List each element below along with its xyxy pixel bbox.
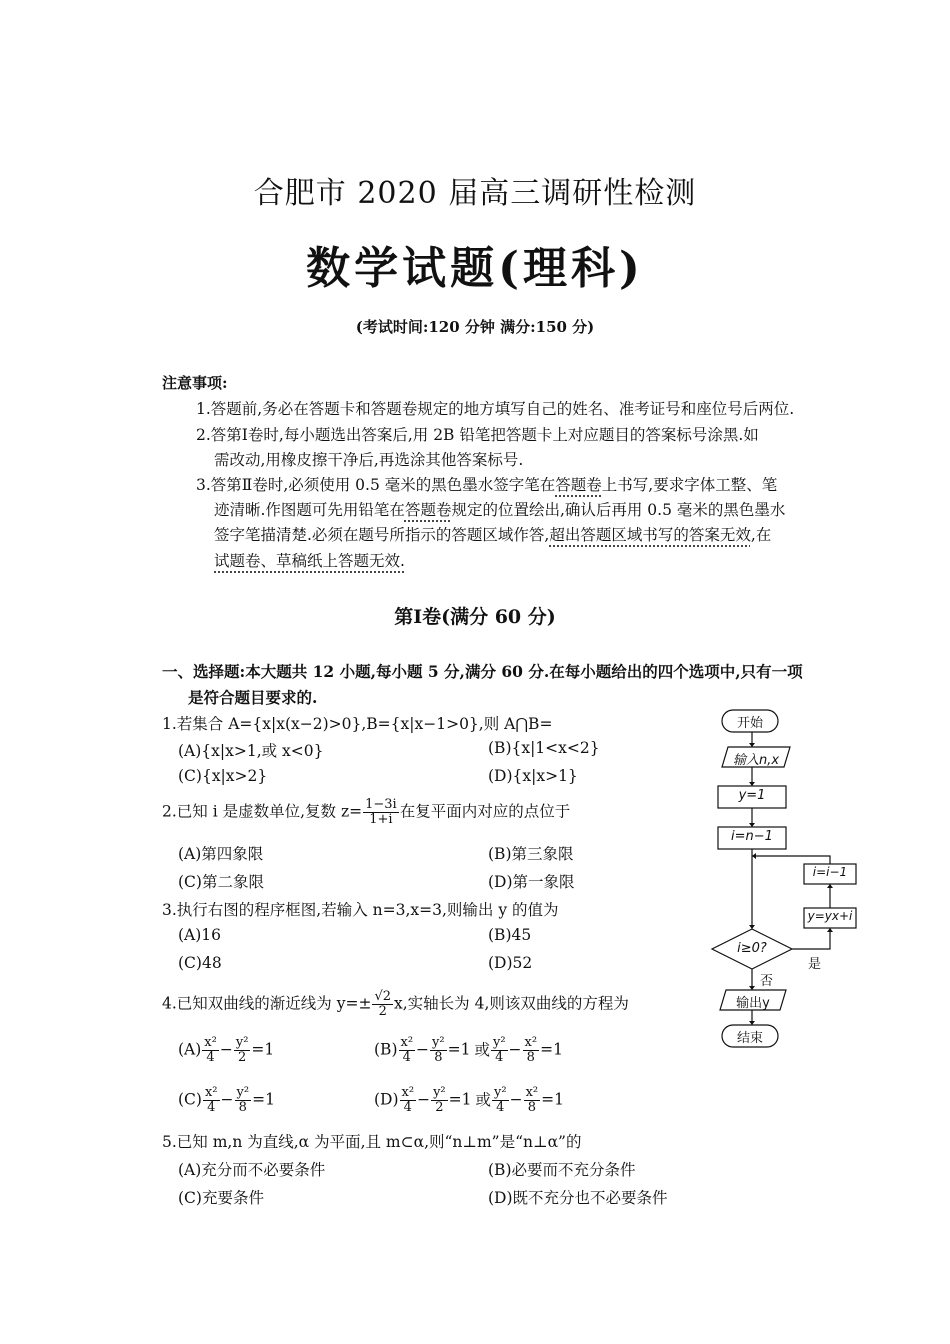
fraction	[524, 1086, 541, 1115]
notice-item-3-line-3	[214, 523, 771, 545]
question-3-option-a: (A)16	[178, 926, 222, 944]
notice-emphasis: 答题卷	[555, 476, 602, 494]
option-label: (D)	[374, 1090, 399, 1109]
flowchart-yes-label: 是	[808, 957, 822, 972]
fraction	[399, 1036, 416, 1065]
fraction-denominator: 4	[403, 1100, 412, 1115]
fraction-numerator: x²	[525, 1085, 539, 1100]
question-3-option-d: (D)52	[488, 954, 533, 972]
flowchart-start: 开始	[736, 716, 763, 731]
fraction-numerator: y²	[432, 1035, 445, 1050]
fraction-denominator: 4	[496, 1100, 505, 1115]
question-4-option-d	[374, 1086, 564, 1115]
notice-text: 迹清晰.作图题可先用铅笔在	[214, 501, 405, 519]
question-3-option-b: (B)45	[488, 926, 532, 944]
question-text: 在复平面内对应的点位于	[399, 802, 571, 821]
question-4-option-c	[178, 1086, 275, 1115]
question-4-option-a	[178, 1036, 274, 1065]
flowchart-output: 输出y	[736, 996, 770, 1011]
fraction-numerator: x²	[204, 1085, 218, 1100]
equals-one: =1	[448, 1090, 472, 1109]
question-4-option-b	[374, 1036, 563, 1065]
fraction-numerator: x²	[524, 1035, 538, 1050]
equals-one: =1	[252, 1090, 275, 1109]
minus-sign: −	[416, 1040, 430, 1059]
option-label: (B)	[374, 1040, 398, 1059]
fraction-denominator: 8	[526, 1050, 535, 1065]
question-text: 4.已知双曲线的渐近线为 y=±	[162, 994, 372, 1013]
question-4-stem	[162, 990, 629, 1019]
fraction-denominator: 2	[378, 1004, 387, 1019]
equals-one: =1	[541, 1090, 564, 1109]
notice-text: 上书写,要求字体工整、笔	[601, 476, 778, 494]
question-2-option-b: (B)第三象限	[488, 845, 574, 863]
notice-item-3-line-1	[196, 473, 777, 495]
fraction-denominator: 1+i	[369, 812, 393, 827]
question-5-stem: 5.已知 m,n 为直线,α 为平面,且 m⊂α,则“n⊥m”是“n⊥α”的	[162, 1133, 582, 1151]
minus-sign: −	[417, 1090, 431, 1109]
question-5-option-c: (C)充要条件	[178, 1189, 264, 1207]
notice-text: 规定的位置绘出,确认后再用 0.5 毫米的黑色墨水	[451, 501, 786, 519]
question-3-stem: 3.执行右图的程序框图,若输入 n=3,x=3,则输出 y 的值为	[162, 901, 559, 919]
fraction	[202, 1036, 219, 1065]
fraction-denominator: 2	[237, 1050, 247, 1065]
fraction	[400, 1086, 417, 1115]
fraction-denominator: 4	[206, 1050, 215, 1065]
option-label: (C)	[178, 1090, 202, 1109]
fraction-numerator: y²	[492, 1035, 506, 1050]
flowchart-condition: i≥0?	[737, 941, 767, 956]
fraction-denominator: 2	[435, 1100, 444, 1115]
flowchart-no-label: 否	[760, 974, 774, 989]
flowchart-input: 输入n,x	[732, 753, 780, 768]
equals-one: =1	[251, 1040, 275, 1059]
or-word: 或	[475, 1090, 492, 1109]
flowchart-update: y=yx+i	[807, 909, 853, 923]
fraction	[430, 1036, 447, 1065]
question-2-option-c: (C)第二象限	[178, 873, 264, 891]
section-intro-line-2: 是符合题目要求的.	[188, 688, 318, 707]
fraction-denominator: 8	[434, 1050, 443, 1065]
notice-emphasis: 答题卷	[404, 501, 452, 519]
question-3-option-c: (C)48	[178, 954, 222, 972]
question-1-option-c: (C){x|x>2}	[178, 767, 268, 785]
fraction-numerator: 1−3i	[365, 797, 397, 812]
question-1-option-a: (A){x|x>1,或 x<0}	[178, 742, 324, 760]
fraction	[523, 1036, 540, 1065]
fraction-numerator: x²	[400, 1035, 414, 1050]
question-5-option-a: (A)充分而不必要条件	[178, 1161, 326, 1179]
exam-title: 合肥市 2020 届高三调研性检测	[253, 176, 697, 211]
fraction-numerator: x²	[401, 1085, 415, 1100]
section-intro-line-1: 一、选择题:本大题共 12 小题,每小题 5 分,满分 60 分.在每小题给出的四个选项中,只有一项	[162, 662, 803, 681]
or-word: 或	[474, 1040, 490, 1059]
fraction	[363, 798, 399, 827]
flowchart-init-y: y=1	[738, 788, 766, 803]
equals-one: =1	[540, 1040, 563, 1059]
question-2-option-d: (D)第一象限	[488, 873, 575, 891]
minus-sign: −	[508, 1040, 522, 1059]
question-1-option-b: (B){x|1<x<2}	[488, 739, 600, 757]
fraction	[372, 990, 393, 1019]
question-5-option-b: (B)必要而不充分条件	[488, 1161, 636, 1179]
fraction-numerator: y²	[235, 1035, 249, 1050]
minus-sign: −	[219, 1040, 233, 1059]
fraction-denominator: 8	[238, 1100, 247, 1115]
fraction-numerator: y²	[433, 1085, 446, 1100]
notice-item-2-line-1: 2.答第Ⅰ卷时,每小题选出答案后,用 2B 铅笔把答题卡上对应题目的答案标号涂黑.如	[196, 426, 759, 444]
notice-text: 签字笔描清楚.必须在题号所指示的答题区域作答,	[214, 526, 550, 544]
fraction	[431, 1086, 448, 1115]
section-title: 第Ⅰ卷(满分 60 分)	[394, 606, 556, 628]
flowchart	[700, 700, 870, 1060]
equals-one: =1	[447, 1040, 471, 1059]
fraction	[492, 1086, 509, 1115]
question-text: 2.已知 i 是虚数单位,复数 z=	[162, 802, 363, 821]
notice-item-1: 1.答题前,务必在答题卡和答题卷规定的地方填写自己的姓名、准考证号和座位号后两位.	[196, 400, 795, 418]
fraction	[235, 1086, 252, 1115]
fraction-numerator: √2	[374, 989, 392, 1004]
notice-item-2-line-2: 需改动,用橡皮擦干净后,再选涂其他答案标号.	[214, 451, 524, 469]
notice-item-3-line-2	[214, 498, 785, 520]
notice-item-3-line-4: 试题卷、草稿纸上答题无效.	[214, 552, 405, 570]
notice-text: ,在	[750, 526, 772, 544]
exam-subtitle: 数学试题(理科)	[306, 243, 644, 294]
minus-sign: −	[509, 1090, 523, 1109]
question-2-option-a: (A)第四象限	[178, 845, 264, 863]
fraction-denominator: 4	[207, 1100, 216, 1115]
question-1-stem: 1.若集合 A={x|x(x−2)>0},B={x|x−1>0},则 A⋂B=	[162, 715, 553, 733]
fraction-numerator: y²	[494, 1085, 507, 1100]
fraction-denominator: 4	[495, 1050, 504, 1065]
fraction-denominator: 8	[527, 1100, 536, 1115]
flowchart-decrement: i=i−1	[812, 865, 848, 879]
option-label: (A)	[178, 1040, 202, 1059]
exam-info: (考试时间:120 分钟 满分:150 分)	[355, 318, 595, 336]
question-2-stem	[162, 798, 570, 827]
fraction-numerator: y²	[236, 1085, 250, 1100]
fraction-denominator: 4	[402, 1050, 411, 1065]
fraction	[491, 1036, 508, 1065]
question-text: x,实轴长为 4,则该双曲线的方程为	[394, 994, 629, 1013]
fraction-numerator: x²	[204, 1035, 217, 1050]
notice-heading: 注意事项:	[162, 374, 228, 392]
notice-emphasis: 超出答题区域书写的答案无效	[549, 526, 751, 544]
notice-text: 3.答第Ⅱ卷时,必须使用 0.5 毫米的黑色墨水签字笔在	[196, 476, 556, 494]
fraction	[234, 1036, 251, 1065]
question-5-option-d: (D)既不充分也不必要条件	[488, 1189, 668, 1207]
fraction	[203, 1086, 220, 1115]
question-1-option-d: (D){x|x>1}	[488, 767, 578, 785]
flowchart-end: 结束	[736, 1031, 763, 1046]
flowchart-init-i: i=n−1	[731, 829, 773, 844]
minus-sign: −	[220, 1090, 234, 1109]
